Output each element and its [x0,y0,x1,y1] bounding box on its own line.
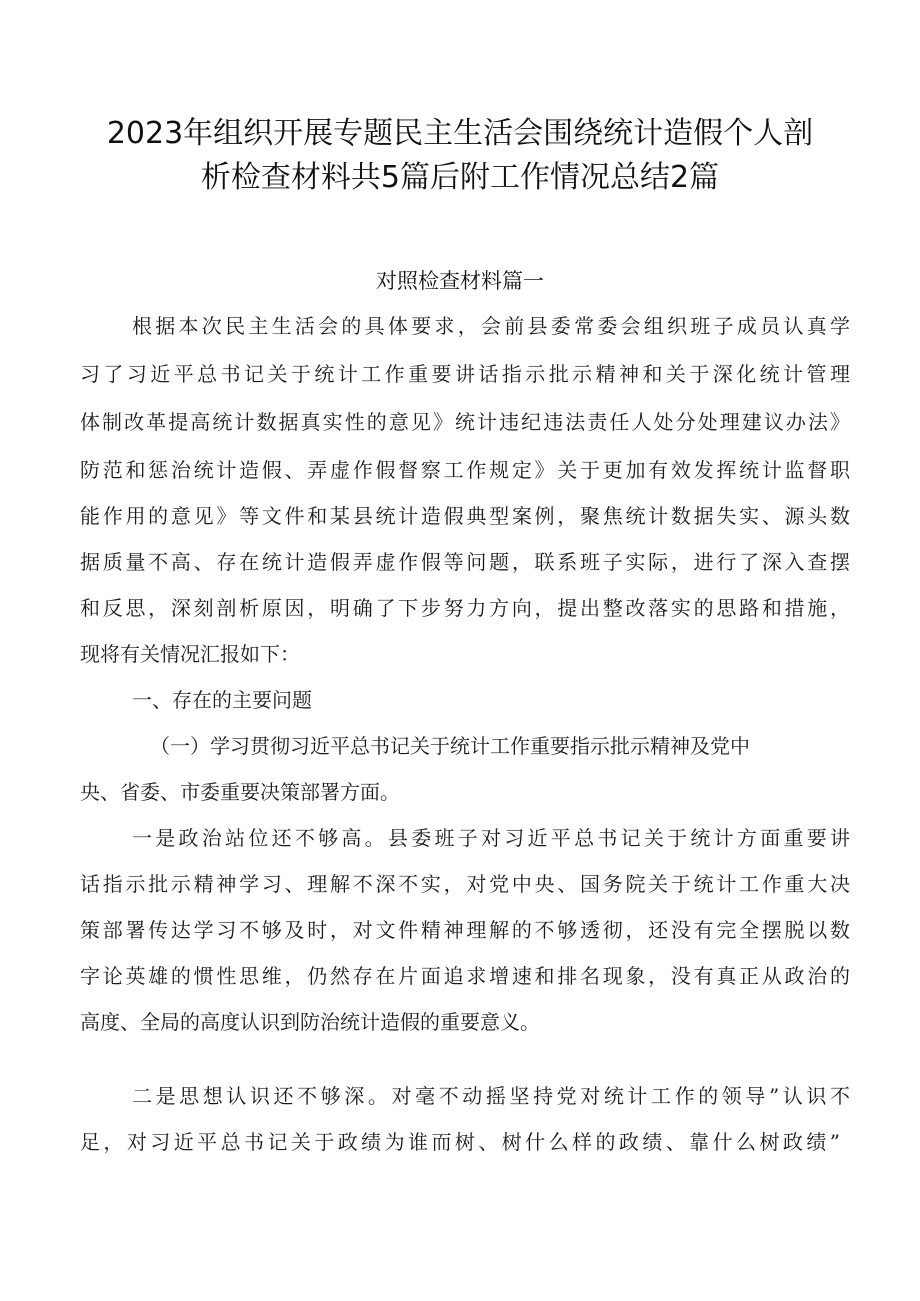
paragraph-line: 话指示批示精神学习、理解不深不实，对党中央、国务院关于统计工作重大决 [80,872,850,896]
paragraph-line: 和反思，深刻剖析原因，明确了下步努力方向，提出整改落实的思路和措施， [80,596,850,620]
paragraph-line: 现将有关情况汇报如下： [80,642,300,666]
paragraph-line: 习了习近平总书记关于统计工作重要讲话指示批示精神和关于深化统计管理 [80,362,850,386]
paragraph-line: 防范和惩治统计造假、弄虚作假督察工作规定》关于更加有效发挥统计监督职 [80,458,850,482]
section-heading: 对照检查材料篇一 [376,269,544,293]
paragraph-line: 字论英雄的惯性思维，仍然存在片面追求增速和排名现象，没有真正从政治的 [80,964,850,988]
paragraph-line: 据质量不高、存在统计造假弄虚作假等问题，联系班子实际，进行了深入查摆 [80,550,850,574]
paragraph-line: 二是思想认识还不够深。对毫不动摇坚持党对统计工作的领导”认识不 [132,1084,850,1108]
section-subheading: 一、存在的主要问题 [132,688,312,712]
paragraph-line: 足，对习近平总书记关于政绩为谁而树、树什么样的政绩、靠什么树政绩” [80,1130,840,1154]
document-title-line-2: 析检查材料共5篇后附工作情况总结2篇 [200,160,720,195]
subsection-heading: （一）学习贯彻习近平总书记关于统计工作重要指示批示精神及党中 [150,734,750,758]
paragraph-line: 高度、全局的高度认识到防治统计造假的重要意义。 [80,1010,540,1034]
subsection-heading-continued: 央、省委、市委重要决策部署方面。 [80,780,400,804]
paragraph-line: 一是政治站位还不够高。县委班子对习近平总书记关于统计方面重要讲 [132,826,850,850]
paragraph-line: 策部署传达学习不够及时，对文件精神理解的不够透彻，还没有完全摆脱以数 [80,918,850,942]
document-title-line-1: 2023年组织开展专题民主生活会围绕统计造假个人剖 [106,116,814,151]
paragraph-line: 体制改革提高统计数据真实性的意见》统计违纪违法责任人处分处理建议办法》 [80,410,850,434]
paragraph-line: 能作用的意见》等文件和某县统计造假典型案例，聚焦统计数据失实、源头数 [80,504,850,528]
paragraph-line: 根据本次民主生活会的具体要求，会前县委常委会组织班子成员认真学 [132,314,850,338]
